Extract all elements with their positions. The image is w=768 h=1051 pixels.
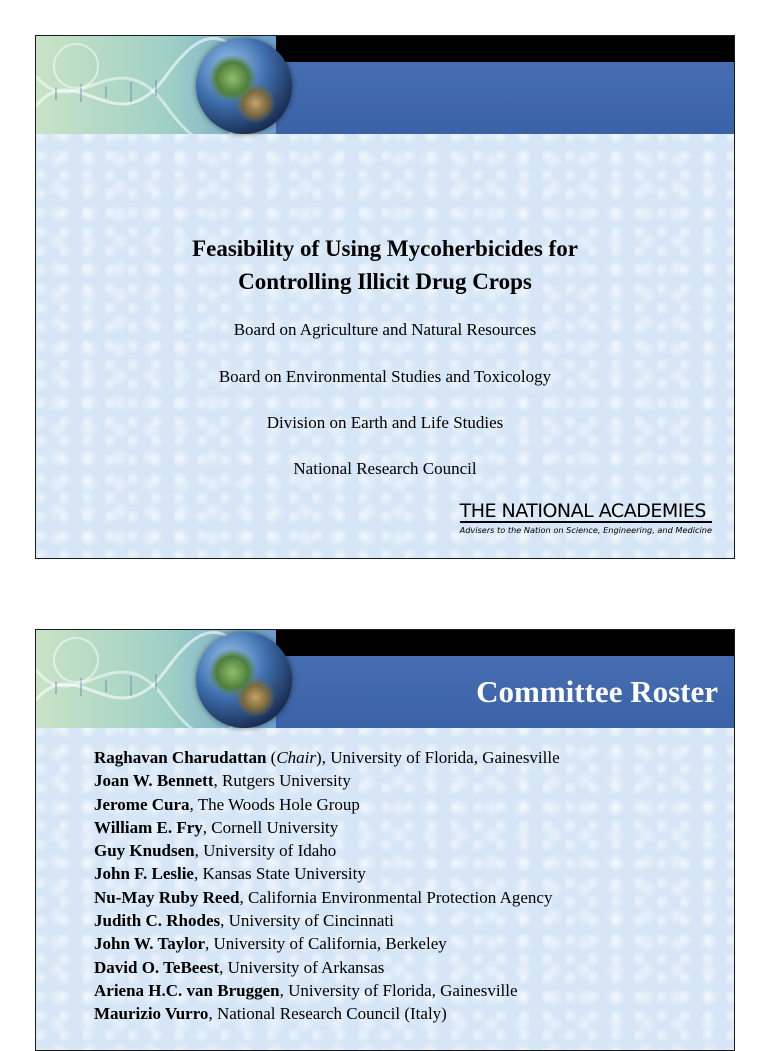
member-name: Jerome Cura bbox=[94, 794, 190, 814]
member-affiliation: , University of Idaho bbox=[194, 841, 337, 861]
roster-entry bbox=[94, 909, 560, 932]
member-name: Ariena H.C. van Bruggen bbox=[94, 980, 280, 1000]
roster-entry bbox=[94, 769, 560, 792]
roster-entry bbox=[94, 932, 560, 955]
member-role: Chair bbox=[276, 748, 317, 767]
title-slide bbox=[35, 35, 735, 559]
roster-slide bbox=[35, 629, 735, 1051]
roster-entry bbox=[94, 793, 560, 816]
member-affiliation: , California Environmental Protection Agency bbox=[239, 887, 553, 907]
member-name: Guy Knudsen bbox=[94, 841, 195, 861]
member-name: William E. Fry bbox=[94, 817, 203, 837]
roster-entry bbox=[94, 886, 560, 909]
roster-entry: Raghavan Charudattan (Chair), University of Florida, Gainesville bbox=[94, 748, 560, 767]
council-line: National Research Council bbox=[293, 459, 477, 478]
slide-banner bbox=[36, 630, 734, 728]
member-affiliation: , Cornell University bbox=[202, 817, 339, 837]
committee-roster-list bbox=[94, 746, 560, 1026]
member-affiliation: , University of Cincinnati bbox=[220, 911, 394, 931]
member-affiliation: , Rutgers University bbox=[213, 771, 351, 791]
member-name: Joan W. Bennett bbox=[94, 771, 214, 791]
globe-icon bbox=[196, 632, 292, 728]
roster-entry bbox=[94, 956, 560, 979]
title-line-2: Controlling Illicit Drug Crops bbox=[238, 269, 532, 294]
member-affiliation: , University of California, Berkeley bbox=[205, 934, 447, 954]
roster-entry bbox=[94, 1002, 560, 1025]
roster-entry bbox=[94, 816, 560, 839]
globe-icon bbox=[196, 38, 292, 134]
national-academies-logo bbox=[460, 501, 712, 535]
member-affiliation: , National Research Council (Italy) bbox=[208, 1004, 447, 1024]
member-name: Nu-May Ruby Reed bbox=[94, 887, 240, 907]
member-affiliation: , The Woods Hole Group bbox=[189, 794, 360, 814]
logo-name: THE NATIONAL ACADEMIES bbox=[460, 501, 712, 523]
board-line-2: Board on Environmental Studies and Toxicology bbox=[218, 367, 552, 386]
member-affiliation: , University of Arkansas bbox=[219, 957, 385, 977]
member-name: John W. Taylor bbox=[94, 934, 206, 954]
board-line-1: Board on Agriculture and Natural Resources bbox=[233, 320, 537, 339]
presentation-title bbox=[36, 232, 734, 298]
logo-tagline: Advisers to the Nation on Science, Engineering, and Medicine bbox=[459, 525, 712, 535]
roster-entry bbox=[94, 862, 560, 885]
member-name: Maurizio Vurro bbox=[94, 1004, 209, 1024]
member-name: Raghavan Charudattan bbox=[94, 748, 267, 767]
member-affiliation: , Kansas State University bbox=[193, 864, 366, 884]
member-name: Judith C. Rhodes bbox=[94, 911, 221, 931]
slide-title: Committee Roster bbox=[476, 674, 718, 709]
member-name: David O. TeBeest bbox=[94, 957, 220, 977]
roster-entry bbox=[94, 979, 560, 1002]
member-affiliation: , University of Florida, Gainesville bbox=[321, 748, 560, 767]
slide-banner bbox=[36, 36, 734, 134]
title-line-1: Feasibility of Using Mycoherbicides for bbox=[192, 236, 578, 261]
roster-entry bbox=[94, 839, 560, 862]
member-name: John F. Leslie bbox=[94, 864, 194, 884]
member-affiliation: , University of Florida, Gainesville bbox=[279, 980, 518, 1000]
division-line: Division on Earth and Life Studies bbox=[266, 413, 504, 432]
